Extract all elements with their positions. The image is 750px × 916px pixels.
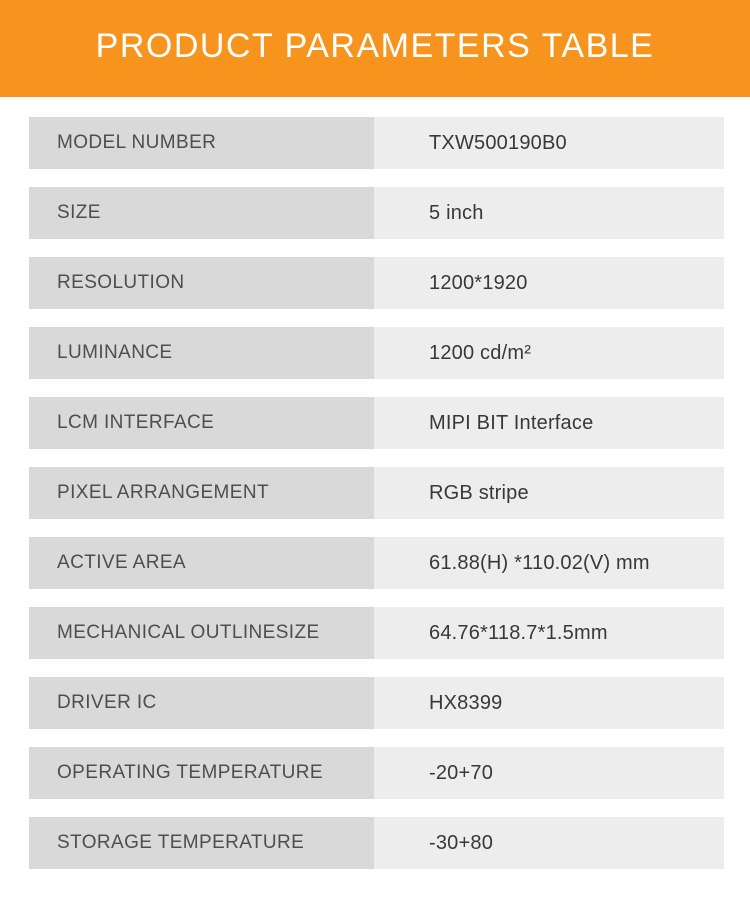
- parameter-label: STORAGE TEMPERATURE: [57, 832, 305, 853]
- table-row: [29, 397, 724, 449]
- table-row: [29, 747, 724, 799]
- parameter-value: HX8399: [429, 691, 503, 714]
- table-row: [29, 607, 724, 659]
- parameter-value: RGB stripe: [429, 481, 529, 504]
- parameter-label: PIXEL ARRANGEMENT: [57, 482, 269, 503]
- parameter-value-cell: [374, 677, 724, 729]
- table-row: [29, 537, 724, 589]
- parameter-value-cell: [374, 327, 724, 379]
- parameter-value-cell: [374, 117, 724, 169]
- parameter-label: OPERATING TEMPERATURE: [57, 762, 323, 783]
- parameter-value-cell: [374, 467, 724, 519]
- parameter-value: 5 inch: [429, 201, 484, 224]
- parameter-value: TXW500190B0: [429, 131, 567, 154]
- parameter-label-cell: [29, 187, 374, 239]
- parameter-label: SIZE: [57, 202, 101, 223]
- parameter-label-cell: [29, 327, 374, 379]
- parameter-value-cell: [374, 187, 724, 239]
- table-row: [29, 677, 724, 729]
- parameter-label-cell: [29, 537, 374, 589]
- parameter-value-cell: [374, 607, 724, 659]
- parameter-value: MIPI BIT Interface: [429, 411, 594, 434]
- parameter-value-cell: [374, 817, 724, 869]
- parameter-label: DRIVER IC: [57, 692, 157, 713]
- page-title: PRODUCT PARAMETERS TABLE: [95, 27, 655, 65]
- parameter-label-cell: [29, 397, 374, 449]
- table-row: [29, 467, 724, 519]
- parameter-label-cell: [29, 817, 374, 869]
- parameter-label: LCM INTERFACE: [57, 412, 215, 433]
- parameter-value-cell: [374, 747, 724, 799]
- parameter-label: RESOLUTION: [57, 272, 185, 293]
- parameter-label-cell: [29, 677, 374, 729]
- parameter-label-cell: [29, 467, 374, 519]
- parameter-value: 61.88(H) *110.02(V) mm: [429, 551, 650, 574]
- parameter-value: -30+80: [429, 831, 494, 854]
- parameter-label-cell: [29, 117, 374, 169]
- parameter-label-cell: [29, 257, 374, 309]
- header-banner: [0, 0, 750, 97]
- parameter-label-cell: [29, 747, 374, 799]
- parameter-value-cell: [374, 257, 724, 309]
- parameter-value-cell: [374, 537, 724, 589]
- table-row: [29, 327, 724, 379]
- table-row: [29, 117, 724, 169]
- parameter-value: 1200*1920: [429, 271, 528, 294]
- parameter-label-cell: [29, 607, 374, 659]
- parameter-value-cell: [374, 397, 724, 449]
- parameter-label: LUMINANCE: [57, 342, 173, 363]
- parameter-value: -20+70: [429, 761, 494, 784]
- table-row: [29, 257, 724, 309]
- parameter-value: 64.76*118.7*1.5mm: [429, 621, 608, 644]
- parameter-label: MECHANICAL OUTLINESIZE: [57, 622, 320, 643]
- parameter-value: 1200 cd/m²: [429, 341, 532, 364]
- parameters-table: [29, 117, 724, 869]
- parameter-label: MODEL NUMBER: [57, 132, 217, 153]
- table-row: [29, 817, 724, 869]
- parameter-label: ACTIVE AREA: [57, 552, 186, 573]
- table-row: [29, 187, 724, 239]
